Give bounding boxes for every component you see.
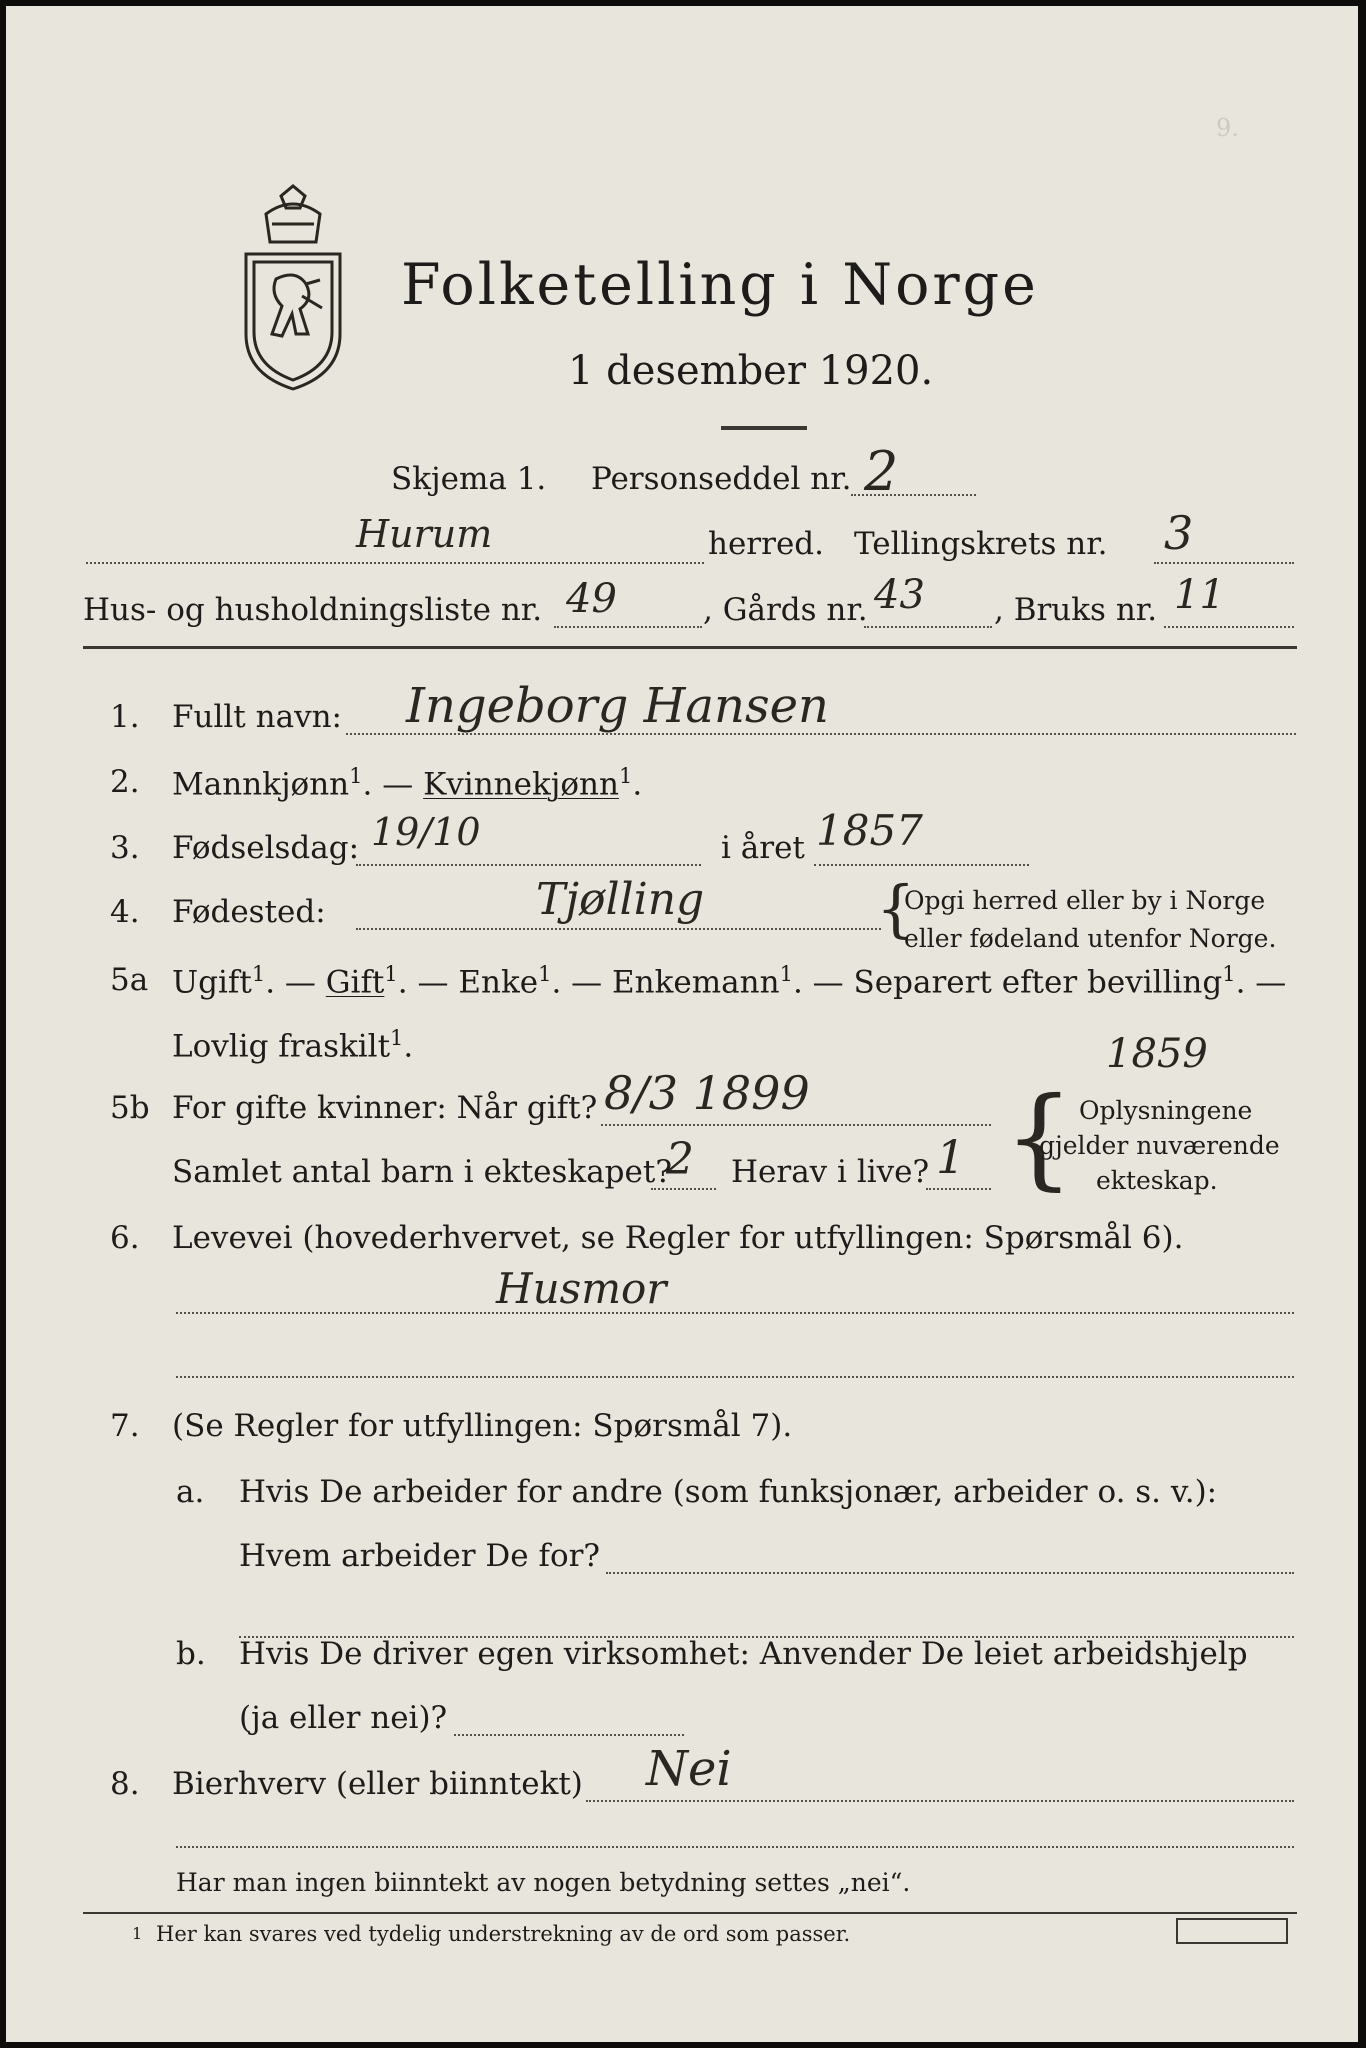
q5a-options: Ugift$^1$. — Gift$^1$. — Enke$^1$. — Enkemann$^1$. — Separert efter bevilling$^1$. — xyxy=(172,962,1287,1001)
form-date: 1 desember 1920. xyxy=(568,348,934,394)
q5b-barn-label: Samlet antal barn i ekteskapet? xyxy=(172,1154,672,1190)
q5a-lovlig-option[interactable]: Lovlig fraskilt xyxy=(172,1028,391,1065)
q5b-gift-value[interactable]: 8/3 1899 xyxy=(604,1066,810,1120)
title-divider xyxy=(721,426,807,430)
herred-line xyxy=(86,562,704,564)
form-title: Folketelling i Norge xyxy=(401,252,1039,318)
bruks-line xyxy=(1164,626,1294,628)
q7b-question: (ja eller nei)? xyxy=(239,1700,448,1736)
herred-value[interactable]: Hurum xyxy=(356,512,493,556)
q7b-text: Hvis De driver egen virksomhet: Anvender De leiet arbeidshjelp xyxy=(239,1636,1248,1672)
q6-line1 xyxy=(176,1312,1294,1314)
q5b-live-label: Herav i live? xyxy=(731,1154,930,1190)
q5b-label: For gifte kvinner: Når gift? xyxy=(172,1090,598,1126)
tellingskrets-label: Tellingskrets nr. xyxy=(854,526,1108,562)
q6-number: 6. xyxy=(110,1220,140,1256)
q3-year-line xyxy=(814,864,1029,866)
q7-number: 7. xyxy=(110,1408,140,1444)
q1-label: Fullt navn: xyxy=(172,699,342,735)
q2-number: 2. xyxy=(110,764,140,800)
q5b-note-line3: ekteskap. xyxy=(1096,1166,1218,1195)
q5b-note-line1: Oplysningene xyxy=(1079,1096,1253,1125)
q7-label: (Se Regler for utfyllingen: Spørsmål 7). xyxy=(172,1408,793,1444)
q8-value[interactable]: Nei xyxy=(646,1741,732,1797)
q5b-live-value[interactable]: 1 xyxy=(936,1130,966,1184)
q4-line xyxy=(356,928,881,930)
personseddel-value[interactable]: 2 xyxy=(864,440,899,503)
q7a-line1 xyxy=(606,1572,1294,1574)
footnote-number: 1 xyxy=(132,1924,143,1943)
tellingskrets-value[interactable]: 3 xyxy=(1164,506,1194,560)
q5b-number: 5b xyxy=(110,1090,150,1126)
footnote-divider xyxy=(83,1912,1297,1914)
q5b-live-line xyxy=(926,1188,991,1190)
q5a-options-line2: Lovlig fraskilt$^1$. xyxy=(172,1026,414,1065)
q5b-gift-line xyxy=(601,1124,991,1126)
footnote-text: Her kan svares ved tydelig understrekning av de ord som passer. xyxy=(156,1922,851,1946)
q8-number: 8. xyxy=(110,1766,140,1802)
q5b-barn-value[interactable]: 2 xyxy=(666,1134,694,1185)
q5b-note-line2: gjelder nuværende xyxy=(1039,1131,1280,1160)
q8-label: Bierhverv (eller biinntekt) xyxy=(172,1766,583,1802)
q5a-gift-option[interactable]: Gift xyxy=(325,964,385,1001)
q5b-year-note[interactable]: 1859 xyxy=(1106,1031,1208,1077)
q3-day-line xyxy=(356,864,701,866)
gards-label: , Gårds nr. xyxy=(703,592,868,628)
q4-number: 4. xyxy=(110,894,140,930)
q1-number: 1. xyxy=(110,699,140,735)
q4-brace: { xyxy=(876,872,916,945)
printer-stamp-icon xyxy=(1176,1918,1288,1944)
coat-of-arms-icon xyxy=(236,184,351,394)
gards-value[interactable]: 43 xyxy=(874,572,925,618)
q5a-separert-option[interactable]: Separert efter bevilling xyxy=(853,964,1223,1001)
q3-label: Fødselsdag: xyxy=(172,830,360,866)
q8-line2 xyxy=(176,1846,1294,1848)
q2-options: Mannkjønn$^1$. — Kvinnekjønn$^1$. xyxy=(172,764,643,803)
q4-note-line1: Opgi herred eller by i Norge xyxy=(904,886,1266,915)
q1-name-value[interactable]: Ingeborg Hansen xyxy=(406,678,829,734)
personseddel-label: Personseddel nr. xyxy=(591,461,852,497)
q2-mann-option[interactable]: Mannkjønn xyxy=(172,766,350,803)
q2-kvinne-option[interactable]: Kvinnekjønn xyxy=(423,766,619,803)
q3-year-value[interactable]: 1857 xyxy=(816,806,923,855)
q5a-enke-option[interactable]: Enke xyxy=(458,964,539,1001)
q6-occupation-value[interactable]: Husmor xyxy=(496,1264,667,1313)
q4-label: Fødested: xyxy=(172,894,326,930)
q7b-letter: b. xyxy=(176,1636,206,1672)
census-form-page xyxy=(6,6,1358,2042)
q5b-barn-line xyxy=(651,1188,716,1190)
q7b-line xyxy=(454,1734,684,1736)
q3-number: 3. xyxy=(110,830,140,866)
bruks-label: , Bruks nr. xyxy=(994,592,1158,628)
q4-birthplace-value[interactable]: Tjølling xyxy=(536,874,705,925)
q3-year-label: i året xyxy=(721,830,805,866)
tellingskrets-line xyxy=(1154,562,1294,564)
q5a-number: 5a xyxy=(110,962,149,998)
bleed-through-text: 9. xyxy=(1216,114,1239,142)
bruks-value[interactable]: 11 xyxy=(1174,572,1225,618)
q7a-text: Hvis De arbeider for andre (som funksjonær, arbeider o. s. v.): xyxy=(239,1474,1218,1510)
q7a-question: Hvem arbeider De for? xyxy=(239,1538,601,1574)
header-divider xyxy=(83,646,1297,649)
q6-line2 xyxy=(176,1376,1294,1378)
biinntekt-note: Har man ingen biinntekt av nogen betydning settes „nei“. xyxy=(176,1868,911,1897)
q3-day-value[interactable]: 19/10 xyxy=(371,810,481,854)
q4-note-line2: eller fødeland utenfor Norge. xyxy=(904,924,1277,953)
q7a-letter: a. xyxy=(176,1474,205,1510)
hus-value[interactable]: 49 xyxy=(566,576,617,622)
q5b-brace: { xyxy=(1004,1073,1074,1201)
q6-label: Levevei (hovederhvervet, se Regler for utfyllingen: Spørsmål 6). xyxy=(172,1220,1184,1256)
hus-line xyxy=(554,626,702,628)
q5a-enkemann-option[interactable]: Enkemann xyxy=(612,964,780,1001)
q8-line xyxy=(586,1800,1294,1802)
herred-label: herred. xyxy=(708,526,824,562)
gards-line xyxy=(864,626,992,628)
hus-label: Hus- og husholdningsliste nr. xyxy=(83,592,543,628)
skjema-label: Skjema 1. xyxy=(391,461,547,497)
q5a-ugift-option[interactable]: Ugift xyxy=(172,964,252,1001)
